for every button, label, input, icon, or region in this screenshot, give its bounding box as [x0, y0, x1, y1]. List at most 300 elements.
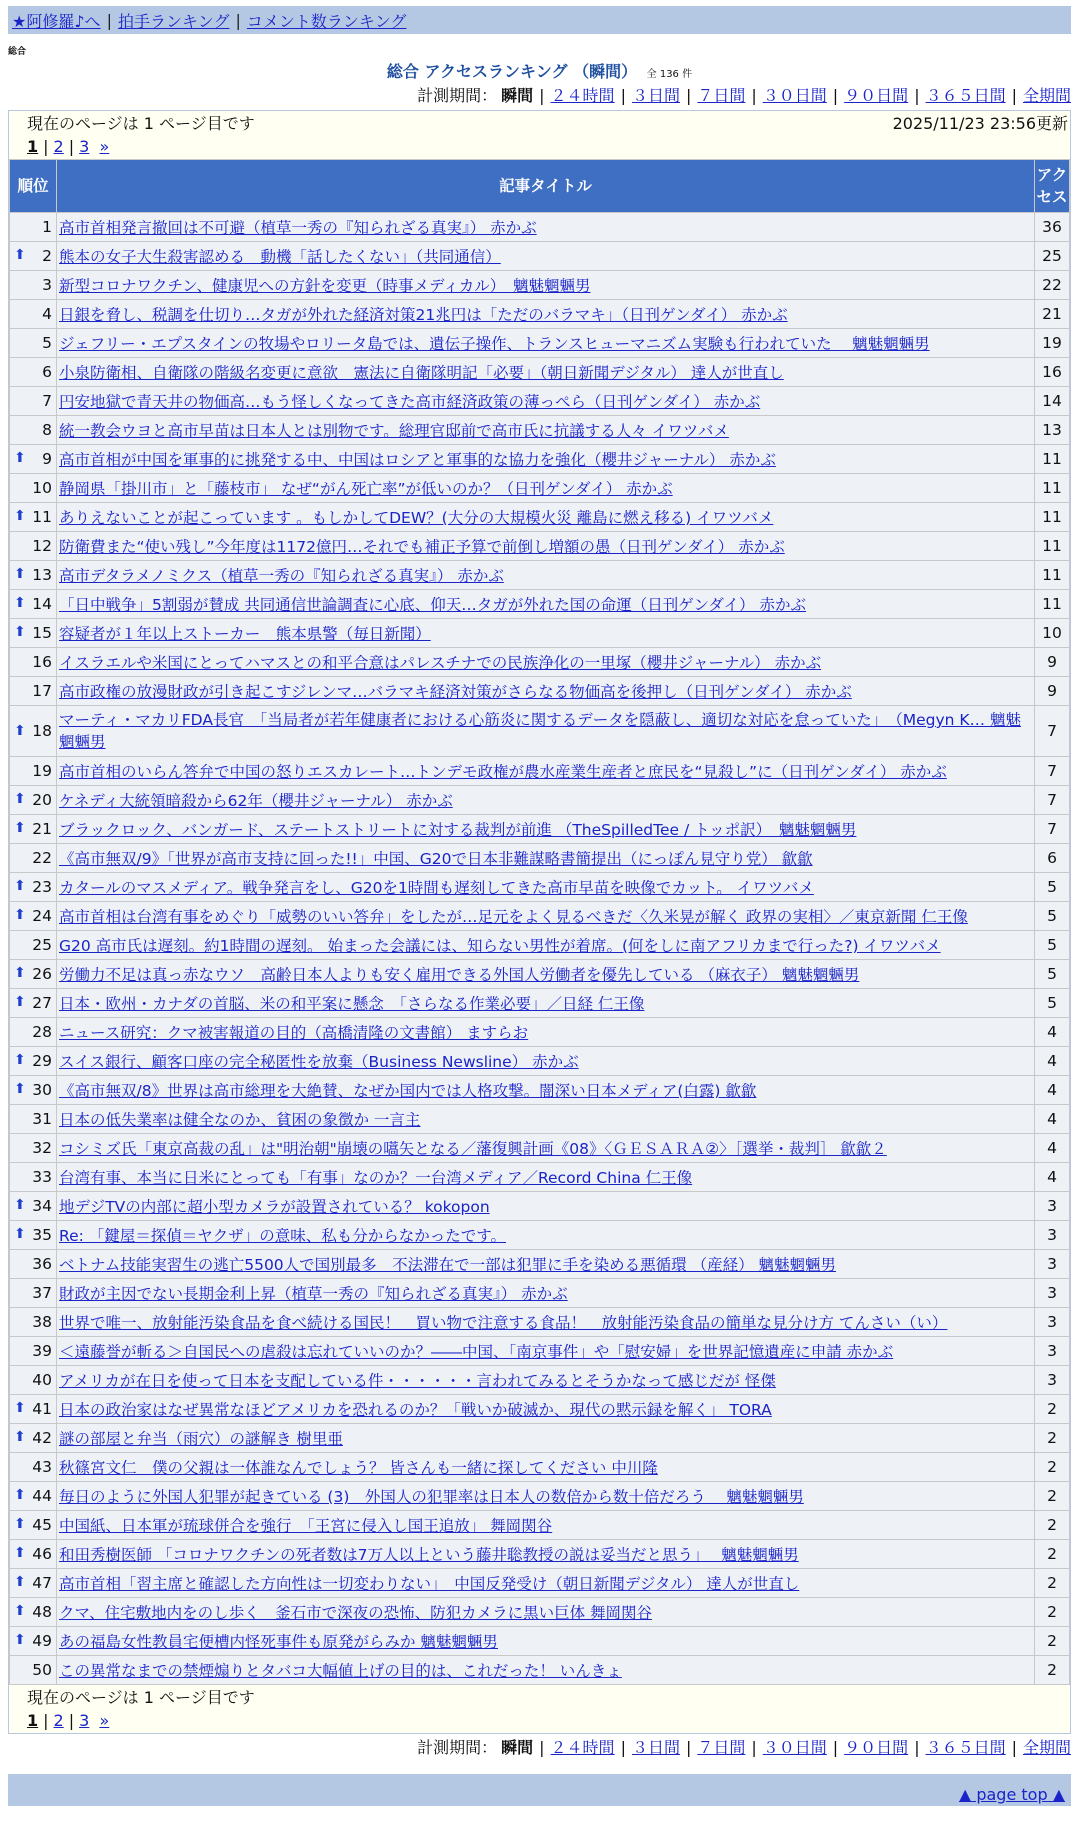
page-info-bottom: [9, 1685, 1070, 1709]
rank-cell: [10, 1018, 56, 1046]
period-option-4[interactable]: ９０日間: [844, 1738, 909, 1757]
access-count: 2: [1035, 1453, 1069, 1481]
rank-cell: [10, 873, 56, 901]
title-cell: [57, 271, 1034, 299]
access-count: 7: [1035, 706, 1069, 756]
article-link[interactable]: 財政が主因でない長期金利上昇（植草一秀の『知られざる真実』） 赤かぶ: [59, 1285, 568, 1303]
rank-number: 32: [32, 1139, 52, 1157]
article-link[interactable]: マーティ・マカリFDA長官 「当局者が若年健康者における心筋炎に関するデータを隠蔽し、適切な対応を怠っていた」 （Megyn K… 魑魅魍魎男: [59, 711, 1021, 751]
table-row: [10, 1366, 1069, 1394]
article-link[interactable]: 日銀を脅し、税調を仕切り…タガが外れた経済対策21兆円は「ただのバラマキ」（日刊ゲンダイ） 赤かぶ: [59, 306, 788, 324]
access-count: 21: [1035, 300, 1069, 328]
access-count: 2: [1035, 1598, 1069, 1626]
table-row: [10, 786, 1069, 814]
article-link[interactable]: ＜遠藤誉が斬る＞自国民への虐殺は忘れていいのか？――中国、「南京事件」や「慰安婦」を世界記憶遺産に申請 赤かぶ: [59, 1343, 894, 1361]
rank-cell: [10, 1366, 56, 1394]
article-link[interactable]: スイス銀行、顧客口座の完全秘匿性を放棄（Business Newsline） 赤かぶ: [59, 1053, 579, 1071]
access-count: 10: [1035, 619, 1069, 647]
rank-cell: [10, 648, 56, 676]
rank-number: 19: [32, 762, 52, 780]
article-link[interactable]: Re: 「鍵屋＝探偵＝ヤクザ」の意味、私も分からなかったです。: [59, 1227, 507, 1245]
rank-number: 39: [32, 1342, 52, 1360]
article-link[interactable]: 円安地獄で青天井の物価高…もう怪しくなってきた高市経済政策の薄っぺら（日刊ゲンダイ） 赤かぶ: [59, 393, 761, 411]
title-cell: [57, 1018, 1034, 1046]
article-link[interactable]: 熊本の女子大生殺害認める 動機「話したくない」（共同通信）: [59, 248, 501, 266]
pager-current: 1: [27, 1711, 39, 1730]
rank-cell: [10, 786, 56, 814]
article-link[interactable]: 台湾有事、本当に日米にとっても「有事」なのか？一台湾メディア／Record China 仁王像: [59, 1169, 693, 1187]
table-row: [10, 1540, 1069, 1568]
article-link[interactable]: ベトナム技能実習生の逃亡5500人で国別最多 不法滞在で一部は犯罪に手を染める悪循環 （産経） 魑魅魍魎男: [59, 1256, 837, 1274]
access-count: 5: [1035, 873, 1069, 901]
article-link[interactable]: 小泉防衛相、自衛隊の階級名変更に意欲 憲法に自衛隊明記「必要」（朝日新聞デジタル） 達人が世直し: [59, 364, 784, 382]
access-count: 4: [1035, 1105, 1069, 1133]
rank-cell: [10, 1424, 56, 1452]
title-cell: [57, 1337, 1034, 1365]
pager-bottom: 1 | 2 | 3 »: [27, 1711, 110, 1730]
rank-number: 11: [32, 508, 52, 526]
page-title-row: [8, 59, 1071, 82]
table-row: [10, 474, 1069, 502]
article-link[interactable]: コシミズ氏「東京高裁の乱」は"明治朝"崩壊の嚆矢となる／藩復興計画《08》〈ＧＥＳＡＲＡ②〉［選挙・裁判］ 歙歙２: [59, 1140, 887, 1158]
pager-page-3[interactable]: 3: [79, 137, 90, 156]
table-row: [10, 989, 1069, 1017]
access-count: 3: [1035, 1366, 1069, 1394]
article-link[interactable]: あの福島女性教員宅便槽内怪死事件も原発がらみか 魑魅魍魎男: [59, 1633, 498, 1651]
article-link[interactable]: 謎の部屋と弁当（雨穴）の謎解き 樹里亜: [59, 1430, 343, 1448]
table-row: [10, 1279, 1069, 1307]
title-cell: [57, 1192, 1034, 1220]
rank-number: 22: [32, 849, 52, 867]
article-link[interactable]: 地デジTVの内部に超小型カメラが設置されている？ kokopon: [59, 1198, 490, 1216]
access-count: 25: [1035, 242, 1069, 270]
title-cell: [57, 300, 1034, 328]
up-arrow-icon: ⬆: [14, 791, 26, 807]
table-row: [10, 1076, 1069, 1104]
rank-cell: [10, 706, 56, 756]
rank-cell: [10, 1308, 56, 1336]
ranking-box: [8, 110, 1071, 1734]
rank-number: 2: [42, 247, 52, 265]
title-cell: [57, 1221, 1034, 1249]
rank-cell: [10, 387, 56, 415]
access-count: 9: [1035, 648, 1069, 676]
title-cell: [57, 786, 1034, 814]
access-count: 3: [1035, 1337, 1069, 1365]
access-count: 2: [1035, 1511, 1069, 1539]
table-row: [10, 213, 1069, 241]
title-cell: [57, 1482, 1034, 1510]
period-option-6[interactable]: 全期間: [1022, 1738, 1071, 1757]
article-link[interactable]: 日本の低失業率は健全なのか、貧困の象徴か 一言主: [59, 1111, 421, 1129]
title-cell: [57, 445, 1034, 473]
article-link[interactable]: この異常なまでの禁煙煽りとタバコ大幅値上げの目的は、これだった！ いんきょ: [59, 1662, 622, 1680]
period-option-1[interactable]: ３日間: [631, 86, 680, 105]
rank-cell: [10, 1453, 56, 1481]
rank-number: 35: [32, 1226, 52, 1244]
access-count: 13: [1035, 416, 1069, 444]
article-link[interactable]: 日本・欧州・カナダの首脳、米の和平案に懸念 「さらなる作業必要」／日経 仁王像: [59, 995, 645, 1013]
rank-cell: [10, 677, 56, 705]
rank-cell: [10, 445, 56, 473]
rank-number: 12: [32, 537, 52, 555]
current-page-text: 現在のページは 1 ページ目です: [27, 114, 255, 133]
rank-cell: [10, 1656, 56, 1684]
article-link[interactable]: ニュース研究：クマ被害報道の目的（高橋清隆の文書館） ますらお: [59, 1024, 529, 1042]
page-title: 総合 アクセスランキング （瞬間）: [386, 62, 638, 81]
table-row: [10, 300, 1069, 328]
header-title: 記事タイトル: [57, 160, 1034, 212]
article-link[interactable]: クマ、住宅敷地内をのし歩く 釜石市で深夜の恐怖、防犯カメラに黒い巨体 舞岡関谷: [59, 1604, 652, 1622]
rank-number: 48: [32, 1603, 52, 1621]
article-link[interactable]: ケネディ大統領暗殺から62年（櫻井ジャーナル） 赤かぶ: [59, 792, 453, 810]
rank-number: 5: [42, 334, 52, 352]
up-arrow-icon: ⬆: [14, 907, 26, 923]
period-option-3[interactable]: ３０日間: [762, 1738, 827, 1757]
access-count: 11: [1035, 503, 1069, 531]
article-link[interactable]: ありえないことが起こっています 。もしかしてDEW？(大分の大規模火災 離島に燃え移る) イワツバメ: [59, 509, 774, 527]
rank-cell: [10, 757, 56, 785]
title-cell: [57, 1656, 1034, 1684]
rank-number: 28: [32, 1023, 52, 1041]
title-cell: [57, 960, 1034, 988]
title-cell: [57, 648, 1034, 676]
article-link[interactable]: 高市デタラメノミクス（植草一秀の『知られざる真実』） 赤かぶ: [59, 567, 504, 585]
table-row: [10, 757, 1069, 785]
access-count: 3: [1035, 1221, 1069, 1249]
rank-number: 44: [32, 1487, 52, 1505]
rank-number: 17: [32, 682, 52, 700]
access-count: 2: [1035, 1482, 1069, 1510]
table-row: [10, 1134, 1069, 1162]
title-cell: [57, 1598, 1034, 1626]
up-arrow-icon: ⬆: [14, 1052, 26, 1068]
article-link[interactable]: 《高市無双/8》世界は高市総理を大絶賛、なぜか国内では人格攻撃。闇深い日本メディア(白露) 歙歙: [59, 1082, 757, 1100]
title-cell: [57, 1105, 1034, 1133]
title-cell: [57, 619, 1034, 647]
rank-number: 34: [32, 1197, 52, 1215]
up-arrow-icon: ⬆: [14, 965, 26, 981]
rank-number: 16: [32, 653, 52, 671]
rank-cell: [10, 242, 56, 270]
up-arrow-icon: ⬆: [14, 1226, 26, 1242]
rank-number: 25: [32, 936, 52, 954]
period-option-2[interactable]: ７日間: [697, 1738, 746, 1757]
rank-cell: [10, 1105, 56, 1133]
nav-link-asyura[interactable]: ★阿修羅♪へ: [12, 11, 101, 31]
rank-cell: [10, 1627, 56, 1655]
period-option-5[interactable]: ３６５日間: [925, 86, 1006, 105]
title-cell: [57, 242, 1034, 270]
pager-current: 1: [27, 137, 39, 156]
rank-cell: [10, 1511, 56, 1539]
pager-page-2[interactable]: 2: [53, 1711, 64, 1730]
up-arrow-icon: ⬆: [14, 1197, 26, 1213]
rank-cell: [10, 619, 56, 647]
table-row: [10, 1105, 1069, 1133]
access-count: 19: [1035, 329, 1069, 357]
period-option-6[interactable]: 全期間: [1022, 86, 1071, 105]
access-count: 11: [1035, 561, 1069, 589]
rank-number: 21: [32, 820, 52, 838]
article-link[interactable]: 日本の政治家はなぜ異常なほどアメリカを恐れるのか？「戦いか破滅か、現代の黙示録を解く」 TORA: [59, 1401, 772, 1419]
table-row: [10, 1482, 1069, 1510]
rank-number: 10: [32, 479, 52, 497]
up-arrow-icon: ⬆: [14, 723, 26, 739]
rank-cell: [10, 503, 56, 531]
ranking-table: [9, 159, 1070, 1685]
article-link[interactable]: 新型コロナワクチン、健康児への方針を変更（時事メディカル） 魑魅魍魎男: [59, 277, 591, 295]
rank-number: 13: [32, 566, 52, 584]
article-link[interactable]: 高市首相「習主席と確認した方向性は一切変わりない」 中国反発受け（朝日新聞デジタル） 達人が世直し: [59, 1575, 800, 1593]
up-arrow-icon: ⬆: [14, 595, 26, 611]
rank-cell: [10, 960, 56, 988]
access-count: 3: [1035, 1279, 1069, 1307]
table-row: [10, 844, 1069, 872]
title-cell: [57, 213, 1034, 241]
rank-number: 23: [32, 878, 52, 896]
rank-number: 33: [32, 1168, 52, 1186]
access-count: 9: [1035, 677, 1069, 705]
period-selector-top: 計測期間： 瞬間 | ２４時間 | ３日間 | ７日間 | ３０日間 | ９０日間 | ３６５日間 | 全期間: [417, 86, 1071, 105]
rank-number: 36: [32, 1255, 52, 1273]
rank-cell: [10, 1047, 56, 1075]
table-row: [10, 329, 1069, 357]
article-link[interactable]: G20 高市氏は遅刻。約1時間の遅刻。 始まった会議には、知らない男性が着席。(何をしに南アフリカまで行った?) イワツバメ: [59, 937, 941, 955]
rank-cell: [10, 1192, 56, 1220]
header-access: アクセス: [1035, 160, 1069, 212]
rank-cell: [10, 1076, 56, 1104]
table-row: [10, 706, 1069, 756]
article-link[interactable]: 高市政権の放漫財政が引き起こすジレンマ…バラマキ経済対策がさらなる物価高を後押し（日刊ゲンダイ） 赤かぶ: [59, 683, 852, 701]
rank-number: 31: [32, 1110, 52, 1128]
table-row: [10, 1569, 1069, 1597]
table-row: [10, 1163, 1069, 1191]
up-arrow-icon: ⬆: [14, 878, 26, 894]
rank-cell: [10, 989, 56, 1017]
title-cell: [57, 532, 1034, 560]
access-count: 2: [1035, 1656, 1069, 1684]
article-link[interactable]: ブラックロック、バンガード、ステートストリートに対する裁判が前進 （TheSpilledTee / トッポ訳） 魑魅魍魎男: [59, 821, 857, 839]
table-row: [10, 1424, 1069, 1452]
table-row: [10, 1627, 1069, 1655]
footer-bar: [8, 1774, 1071, 1806]
article-link[interactable]: 高市首相のいらん答弁で中国の怒りエスカレート…トンデモ政権が農水産業生産者と庶民を“見殺し”に（日刊ゲンダイ） 赤かぶ: [59, 763, 947, 781]
rank-number: 14: [32, 595, 52, 613]
rank-cell: [10, 532, 56, 560]
title-cell: [57, 1511, 1034, 1539]
access-count: 4: [1035, 1076, 1069, 1104]
period-option-0[interactable]: ２４時間: [550, 1738, 615, 1757]
access-count: 5: [1035, 960, 1069, 988]
table-row: [10, 1511, 1069, 1539]
table-row: [10, 387, 1069, 415]
rank-number: 37: [32, 1284, 52, 1302]
access-count: 2: [1035, 1424, 1069, 1452]
access-count: 4: [1035, 1047, 1069, 1075]
table-row: [10, 873, 1069, 901]
table-row: [10, 1192, 1069, 1220]
rank-cell: [10, 474, 56, 502]
rank-number: 47: [32, 1574, 52, 1592]
rank-cell: [10, 815, 56, 843]
article-link[interactable]: 静岡県「掛川市」と「藤枝市」 なぜ“がん死亡率”が低いのか？（日刊ゲンダイ） 赤かぶ: [59, 480, 673, 498]
title-cell: [57, 387, 1034, 415]
table-row: [10, 648, 1069, 676]
article-link[interactable]: 統一教会ウヨと高市早苗は日本人とは別物です。総理官邸前で高市氏に抗議する人々 イワツバメ: [59, 422, 729, 440]
title-cell: [57, 1540, 1034, 1568]
access-count: 3: [1035, 1250, 1069, 1278]
table-row: [10, 1656, 1069, 1684]
access-count: 2: [1035, 1540, 1069, 1568]
title-cell: [57, 677, 1034, 705]
article-link[interactable]: 毎日のように外国人犯罪が起きている (3) 外国人の犯罪率は日本人の数倍から数十倍だろう 魑魅魍魎男: [59, 1488, 804, 1506]
article-link[interactable]: カタールのマスメディア。戦争発言をし、G20を1時間も遅刻してきた高市早苗を映像でカット。 イワツバメ: [59, 879, 814, 897]
access-count: 5: [1035, 989, 1069, 1017]
period-option-3[interactable]: ３０日間: [762, 86, 827, 105]
rank-cell: [10, 213, 56, 241]
access-count: 6: [1035, 844, 1069, 872]
rank-cell: [10, 1395, 56, 1423]
article-link[interactable]: 高市首相発言撤回は不可避（植草一秀の『知られざる真実』） 赤かぶ: [59, 219, 537, 237]
access-count: 5: [1035, 902, 1069, 930]
title-cell: [57, 1627, 1034, 1655]
article-link[interactable]: 中国紙、日本軍が琉球併合を強行 「王宮に侵入し国王追放」 舞岡関谷: [59, 1517, 553, 1535]
page-top-link[interactable]: ▲ page top ▲: [958, 1785, 1065, 1804]
article-link[interactable]: 高市首相は台湾有事をめぐり「威勢のいい答弁」をしたが…足元をよく見るべきだ〈久米晃が解く 政界の実相〉／東京新聞 仁王像: [59, 908, 968, 926]
access-count: 11: [1035, 532, 1069, 560]
access-count: 7: [1035, 757, 1069, 785]
article-link[interactable]: 和田秀樹医師 「コロナワクチンの死者数は7万人以上という藤井聡教授の説は妥当だと思う」 魑魅魍魎男: [59, 1546, 799, 1564]
access-count: 14: [1035, 387, 1069, 415]
pager-next[interactable]: »: [99, 1711, 110, 1730]
article-link[interactable]: ジェフリー・エプスタインの牧場やロリータ島では、遺伝子操作、トランスヒューマニズム実験も行われていた 魑魅魍魎男: [59, 335, 930, 353]
article-link[interactable]: 労働力不足は真っ赤なウソ 高齢日本人よりも安く雇用できる外国人労働者を優先している （麻衣子） 魑魅魍魎男: [59, 966, 860, 984]
rank-cell: [10, 902, 56, 930]
article-link[interactable]: イスラエルや米国にとってハマスとの和平合意はパレスチナでの民族浄化の一里塚（櫻井ジャーナル） 赤かぶ: [59, 654, 822, 672]
nav-link-comment-ranking[interactable]: コメント数ランキング: [246, 11, 407, 31]
access-count: 2: [1035, 1627, 1069, 1655]
article-link[interactable]: 「日中戦争」5割弱が賛成 共同通信世論調査に心底、仰天…タガが外れた国の命運（日刊ゲンダイ） 赤かぶ: [59, 596, 806, 614]
title-cell: [57, 1424, 1034, 1452]
table-row: [10, 1337, 1069, 1365]
period-selector-bottom: 計測期間： 瞬間 | ２４時間 | ３日間 | ７日間 | ３０日間 | ９０日間 | ３６５日間 | 全期間: [417, 1738, 1071, 1757]
access-count: 4: [1035, 1018, 1069, 1046]
table-row: [10, 960, 1069, 988]
rank-cell: [10, 931, 56, 959]
up-arrow-icon: ⬆: [14, 1487, 26, 1503]
table-row: [10, 358, 1069, 386]
table-row: [10, 677, 1069, 705]
period-option-1[interactable]: ３日間: [631, 1738, 680, 1757]
title-cell: [57, 561, 1034, 589]
access-count: 7: [1035, 786, 1069, 814]
up-arrow-icon: ⬆: [14, 624, 26, 640]
period-option-0[interactable]: ２４時間: [550, 86, 615, 105]
rank-number: 30: [32, 1081, 52, 1099]
rank-cell: [10, 300, 56, 328]
article-link[interactable]: 世界で唯一、放射能汚染食品を食べ続ける国民！ 買い物で注意する食品！ 放射能汚染食品の簡単な見分け方 てんさい（い）: [59, 1314, 948, 1332]
rank-cell: [10, 1134, 56, 1162]
access-count: 4: [1035, 1163, 1069, 1191]
up-arrow-icon: ⬆: [14, 1429, 26, 1445]
up-arrow-icon: ⬆: [14, 508, 26, 524]
table-row: [10, 1018, 1069, 1046]
rank-number: 38: [32, 1313, 52, 1331]
rank-cell: [10, 844, 56, 872]
rank-number: 6: [42, 363, 52, 381]
title-cell: [57, 416, 1034, 444]
period-option-4[interactable]: ９０日間: [844, 86, 909, 105]
rank-cell: [10, 358, 56, 386]
access-count: 7: [1035, 815, 1069, 843]
period-option-2[interactable]: ７日間: [697, 86, 746, 105]
title-cell: [57, 1395, 1034, 1423]
article-link[interactable]: 防衛費また“使い残し”今年度は1172億円…それでも補正予算で前倒し増額の愚（日刊ゲンダイ） 赤かぶ: [59, 538, 785, 556]
article-link[interactable]: アメリカが在日を使って日本を支配している件・・・・・・言われてみるとそうかなって感じだが 怪傑: [59, 1372, 776, 1390]
rank-number: 15: [32, 624, 52, 642]
title-cell: [57, 815, 1034, 843]
table-row: [10, 1047, 1069, 1075]
rank-number: 40: [32, 1371, 52, 1389]
title-cell: [57, 1134, 1034, 1162]
article-link[interactable]: 容疑者が１年以上ストーカー 熊本県警（毎日新聞）: [59, 625, 431, 643]
access-count: 11: [1035, 445, 1069, 473]
article-link[interactable]: 《高市無双/9》「世界が高市支持に回った!!」中国、G20で日本非難謀略書簡提出（にっぽん見守り党） 歙歙: [59, 850, 813, 868]
access-count: 22: [1035, 271, 1069, 299]
page-info: [9, 111, 1070, 135]
title-cell: [57, 1163, 1034, 1191]
table-row: [10, 242, 1069, 270]
rank-number: 3: [42, 276, 52, 294]
rank-cell: [10, 1569, 56, 1597]
pager-top: 1 | 2 | 3 »: [27, 137, 110, 156]
table-row: [10, 416, 1069, 444]
title-cell: [57, 503, 1034, 531]
rank-number: 26: [32, 965, 52, 983]
pager-page-2[interactable]: 2: [53, 137, 64, 156]
current-page-text-bottom: 現在のページは 1 ページ目です: [27, 1688, 255, 1707]
title-cell: [57, 1308, 1034, 1336]
access-count: 4: [1035, 1134, 1069, 1162]
pager-next[interactable]: »: [99, 137, 110, 156]
title-cell: [57, 873, 1034, 901]
table-row: [10, 590, 1069, 618]
title-cell: [57, 1279, 1034, 1307]
table-row: [10, 1221, 1069, 1249]
rank-cell: [10, 1598, 56, 1626]
access-count: 3: [1035, 1308, 1069, 1336]
nav-link-clap-ranking[interactable]: 拍手ランキング: [117, 11, 230, 31]
article-link[interactable]: 秋篠宮文仁 僕の父親は一体誰なんでしょう？ 皆さんも一緒に探してください 中川隆: [59, 1459, 658, 1477]
title-cell: [57, 931, 1034, 959]
rank-number: 41: [32, 1400, 52, 1418]
period-label: 計測期間：: [417, 1738, 498, 1757]
up-arrow-icon: ⬆: [14, 1400, 26, 1416]
article-link[interactable]: 高市首相が中国を軍事的に挑発する中、中国はロシアと軍事的な協力を強化（櫻井ジャーナル） 赤かぶ: [59, 451, 776, 469]
period-option-5[interactable]: ３６５日間: [925, 1738, 1006, 1757]
period-label: 計測期間：: [417, 86, 498, 105]
table-row: [10, 445, 1069, 473]
up-arrow-icon: ⬆: [14, 1545, 26, 1561]
table-row: [10, 532, 1069, 560]
pager-page-3[interactable]: 3: [79, 1711, 90, 1730]
header-rank: 順位: [10, 160, 56, 212]
total-count: 全 136 件: [646, 69, 693, 80]
table-row: [10, 1308, 1069, 1336]
table-row: [10, 931, 1069, 959]
rank-number: 1: [42, 218, 52, 236]
